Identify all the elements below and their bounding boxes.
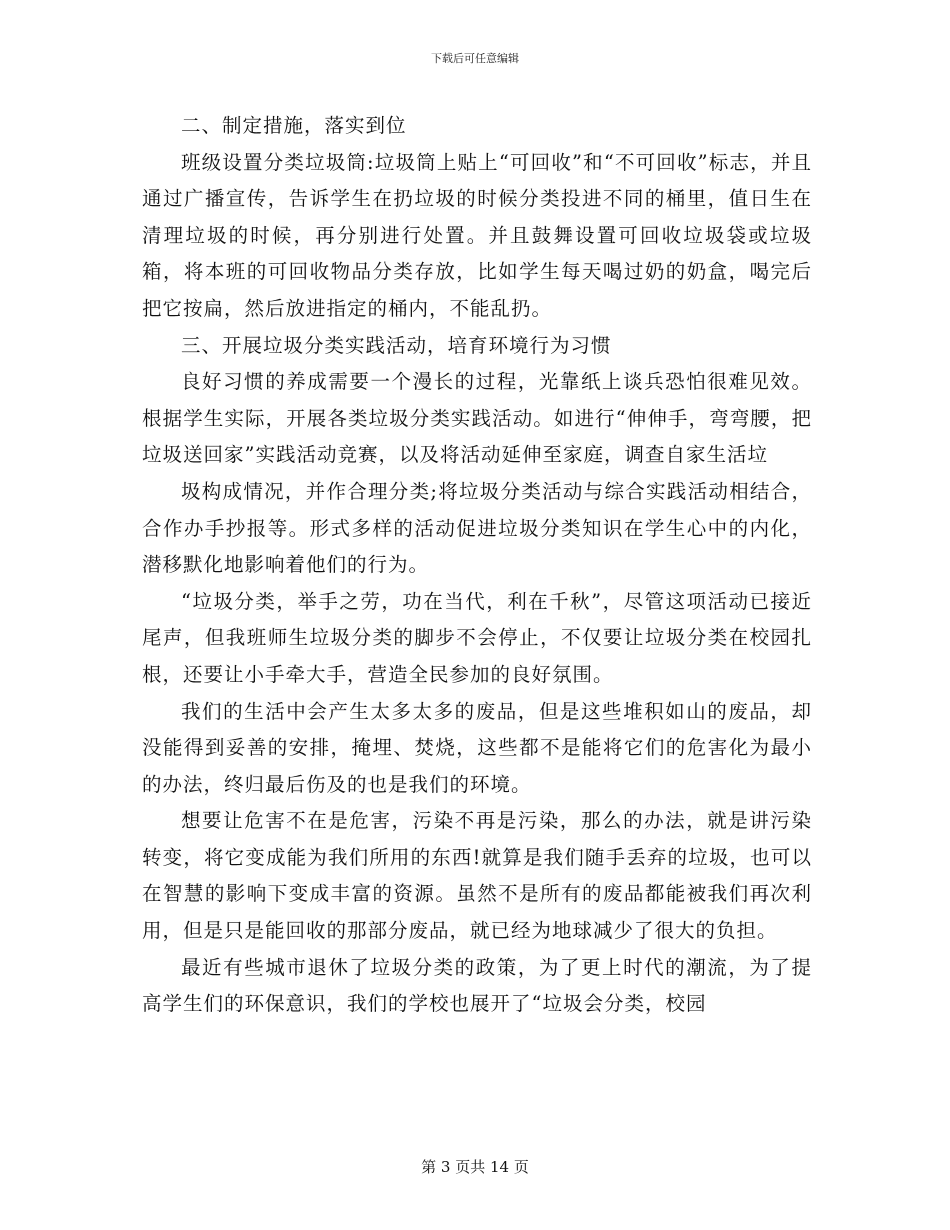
page-header: 下载后可任意编辑 [431,52,519,65]
section-heading: 二、制定措施，落实到位 [181,114,407,137]
section-heading: 三、开展垃圾分类实践活动，培育环境行为习惯 [181,333,612,357]
body-paragraph: “垃圾分类，举手之劳，功在当代，利在千秋”，尽管这项活动已接近尾声，但我班师生垃圾分类的脚步不会停止，不仅要让垃圾分类在校园扎根，还要让小手牵大手，营造全民参加的良好氛围。 [142,589,812,686]
body-paragraph: 想要让危害不在是危害，污染不再是污染，那么的办法，就是讲污染转变，将它变成能为我们所用的东西!就算是我们随手丢弃的垃圾，也可以在智慧的影响下变成丰富的资源。虽然不是所有的废品都能被我们再次利用，但是只是能回收的那部分废品，就已经为地球减少了很大的负担。 [142,809,812,943]
body-paragraph: 我们的生活中会产生太多太多的废品，但是这些堆积如山的废品，却没能得到妥善的安排，掩埋、焚烧，这些都不是能将它们的危害化为最小的办法，终归最后伤及的也是我们的环境。 [142,699,812,796]
page-footer: 第 3 页共 14 页 [421,1158,529,1176]
body-paragraph: 圾构成情况，并作合理分类;将垃圾分类活动与综合实践活动相结合，合作办手抄报等。形式多样的活动促进垃圾分类知识在学生心中的内化，潜移默化地影响着他们的行为。 [142,479,812,577]
body-paragraph: 班级设置分类垃圾筒:垃圾筒上贴上“可回收”和“不可回收”标志，并且通过广播宣传，告诉学生在扔垃圾的时候分类投进不同的桶里，值日生在清理垃圾的时候，再分别进行处置。并且鼓舞设置可回收垃圾袋或垃圾箱，将本班的可回收物品分类存放，比如学生每天喝过奶的奶盒，喝完后把它按扁，然后放进指定的桶内，不能乱扔。 [142,150,812,320]
body-paragraph: 良好习惯的养成需要一个漫长的过程，光靠纸上谈兵恐怕很难见效。根据学生实际，开展各类垃圾分类实践活动。如进行“伸伸手，弯弯腰，把垃圾送回家”实践活动竞赛，以及将活动延伸至家庭，调查自家生活垃 [142,370,812,467]
body-paragraph: 最近有些城市退休了垃圾分类的政策，为了更上时代的潮流，为了提高学生们的环保意识，我们的学校也展开了“垃圾会分类，校园 [142,955,812,1016]
document-body [142,108,812,1023]
